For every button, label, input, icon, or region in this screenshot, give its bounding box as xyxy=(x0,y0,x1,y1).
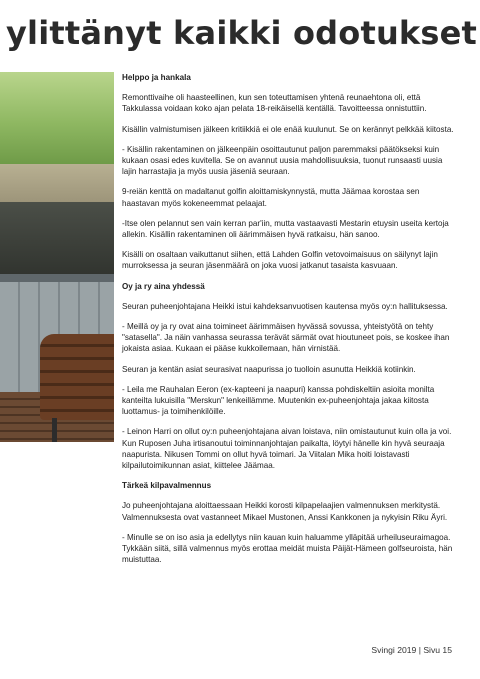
article-paragraph: Kisällin valmistumisen jälkeen kritiikkiä ei ole enää kuulunut. Se on kerännyt pelkkää kiitosta. xyxy=(122,124,454,134)
article-paragraph: Seuran ja kentän asiat seurasivat naapurissa jo tuolloin asunutta Heikkiä kotiinkin. xyxy=(122,364,416,374)
article-photo xyxy=(0,72,114,442)
section-heading: Oy ja ry aina yhdessä xyxy=(122,281,205,291)
article-paragraph: - Kisällin rakentaminen on jälkeenpäin osoittautunut paljon paremmaksi päätökseksi kuin kukaan osasi edes kuvitella. Se on avannut uusia mahdollisuuksia, tuonut runsaasti uusia lajin harrastajia ja myös uusia jäseniä seuraan. xyxy=(122,144,443,177)
page-headline: ylittänyt kaikki odotukset xyxy=(6,14,478,52)
article-paragraph: 9-reiän kenttä on madaltanut golfin aloittamiskynnystä, mutta Jäämaa korostaa sen haastavan myös kokeneemmat pelaajat. xyxy=(122,187,420,208)
article-paragraph: Seuran puheenjohtajana Heikki istui kahdeksanvuotisen kautensa myös oy:n hallituksessa. xyxy=(122,301,448,311)
article-paragraph: - Leinon Harri on ollut oy:n puheenjohtajana aivan loistava, niin omistautunut kuin olla ja voi. Kun Ruposen Juha irtisanoutui toiminnanjohtajan paikalta, löytyi hänelle kin hyvä seuraaja naapurista. Nikusen Tommi on ollut hyvä toimari. Ja Viitalan Mika hoiti loistavasti kilpailutoimikunnan asiat, kiittelee Jäämaa. xyxy=(122,427,452,471)
section-heading: Tärkeä kilpavalmennus xyxy=(122,481,212,491)
article-paragraph: -Itse olen pelannut sen vain kerran par'iin, mutta vastaavasti Mestarin etuysin useita kertoja allekin. Kisällin rakentaminen oli äärimmäisen hyvä ratkaisu, hän sanoo. xyxy=(122,218,449,240)
photo-path xyxy=(0,164,114,202)
photo-grass xyxy=(0,72,114,164)
photo-rail-top xyxy=(0,274,114,282)
article-body xyxy=(122,72,456,575)
article-paragraph: - Leila me Rauhalan Eeron (ex-kapteeni ja naapuri) kanssa pohdiskeltiin asioita monilta kanteilta lukuisilla "Merskun" lenkeillämme. Muutenkin ex-puheenjohtaja jakaa kiitosta luottamus- ja toimihenkilöille. xyxy=(122,384,435,417)
photo-shadow xyxy=(0,202,114,280)
section-heading: Helppo ja hankala xyxy=(122,73,191,82)
page-footer: Svingi 2019 | Sivu 15 xyxy=(371,645,452,655)
article-paragraph: Remonttivaihe oli haasteellinen, kun sen toteuttamisen yhtenä reunaehtona oli, että Takkulassa voidaan koko ajan pelata 18-reikäisellä kentällä. Tavoitteessa onnistuttiin. xyxy=(122,93,427,114)
article-paragraph: - Meillä oy ja ry ovat aina toimineet äärimmäisen hyvässä sovussa, yhteistyötä on tehty "satasella". Ja näin vanhassa seurassa terävät särmät ovat hioutuneet pois, se koskee ihan jokaista asiaa. Kukaan ei pääse kukkoilemaan, hän virnistää. xyxy=(122,322,450,354)
photo-chair-leg xyxy=(52,418,57,442)
article-paragraph: Jo puheenjohtajana aloittaessaan Heikki korosti kilpapelaajien valmennuksen merkitystä. Valmennuksesta ovat vastanneet Mikael Mustonen, Anssi Kankkonen ja nykyisin Riku Äyri. xyxy=(122,501,448,522)
article-paragraph: Kisälli on osaltaan vaikuttanut siihen, että Lahden Golfin vetovoimaisuus on säilynyt lajin murroksessa ja seuran jäsenmäärä on joka vuosi jatkanut tasaista kasvuaan. xyxy=(122,250,438,271)
photo-chair xyxy=(40,334,114,420)
article-paragraph: - Minulle se on iso asia ja edellytys niin kauan kuin haluamme ylläpitää urheiluseuraimagoa. Tykkään siitä, sillä valmennus myös erottaa meidät muista Päijät-Hämeen golfseuroista, hän muistuttaa. xyxy=(122,532,453,565)
